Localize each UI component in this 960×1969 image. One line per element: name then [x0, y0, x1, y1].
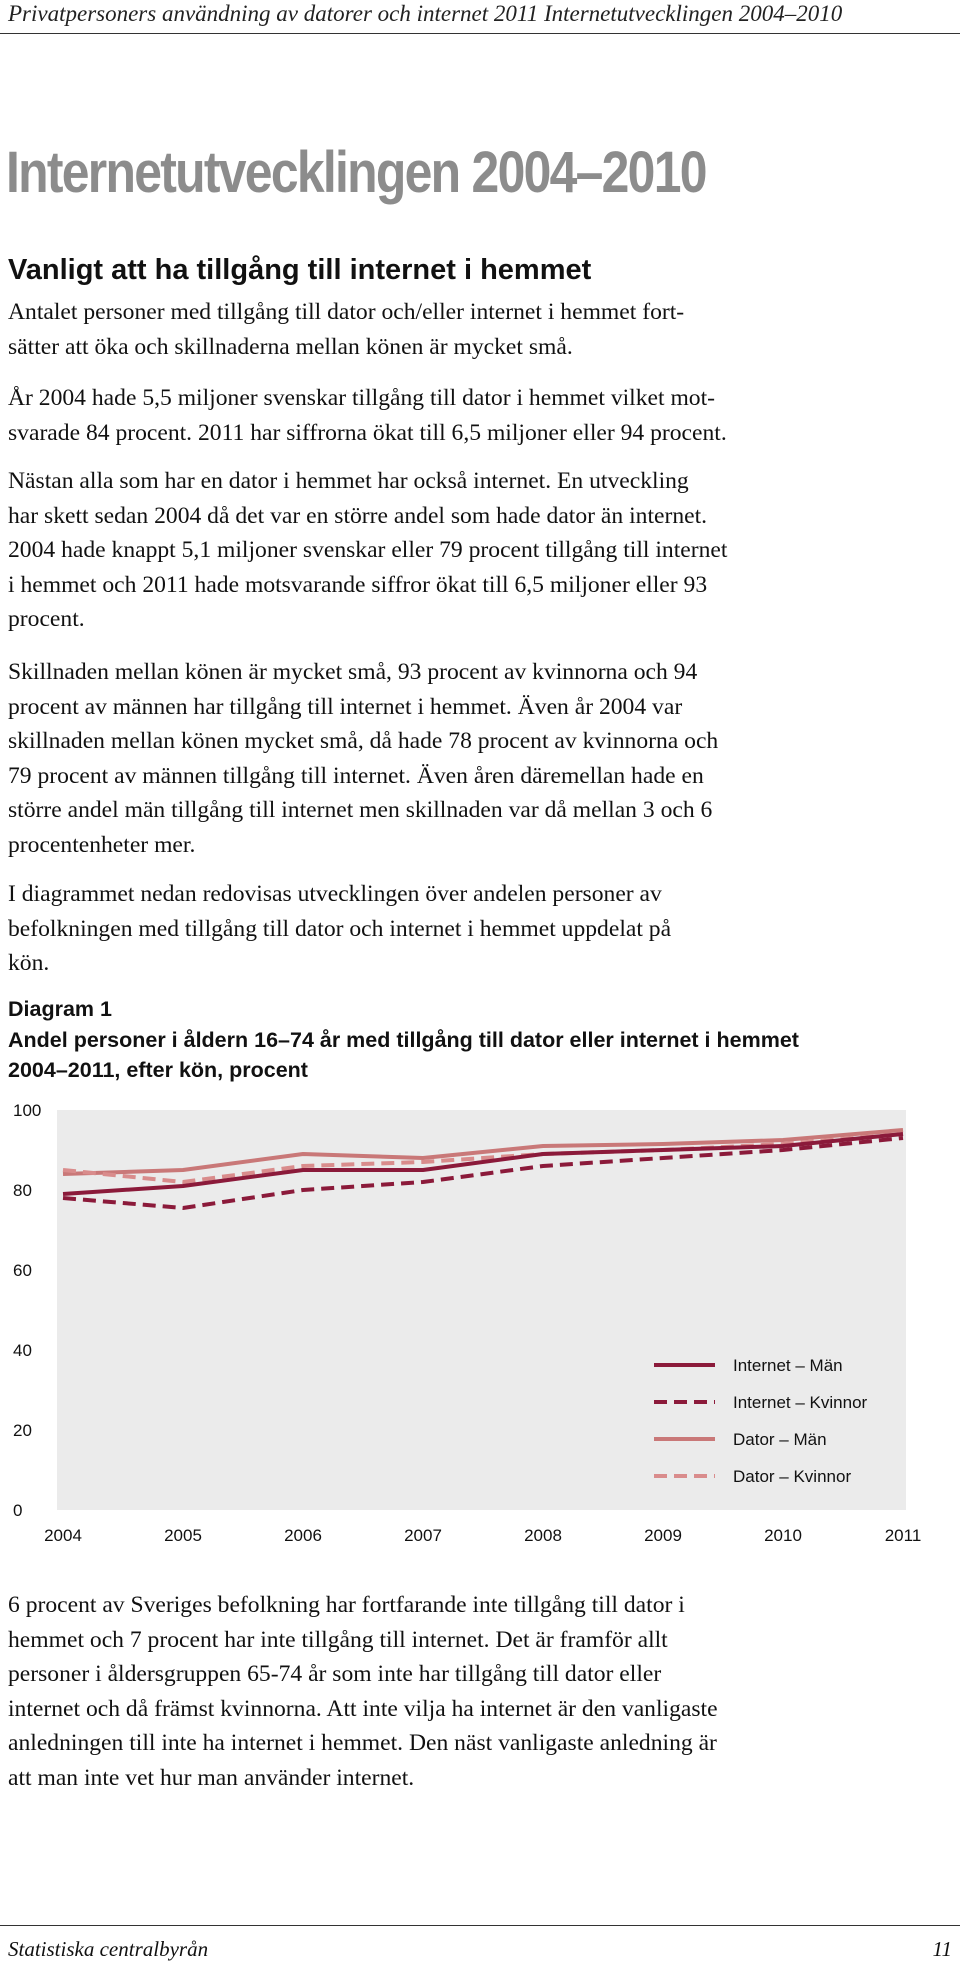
figure-label: Diagram 1	[8, 997, 112, 1021]
legend-label: Dator – Kvinnor	[733, 1467, 852, 1486]
paragraph	[8, 877, 952, 981]
y-tick-label: 80	[13, 1181, 32, 1200]
text-line: personer i åldersgruppen 65-74 år som inte har tillgång till dator eller	[8, 1661, 662, 1687]
text-line: procent.	[8, 606, 85, 632]
running-header: Privatpersoners användning av datorer och internet 2011 Internetutvecklingen 2004–2010	[8, 1, 843, 26]
text-line: I diagrammet nedan redovisas utvecklingen över andelen personer av	[8, 881, 662, 907]
text-line: procent av männen har tillgång till internet i hemmet. Även år 2004 var	[8, 693, 683, 720]
paragraph	[8, 295, 952, 364]
text-line: befolkningen med tillgång till dator och internet i hemmet uppdelat på	[8, 915, 672, 942]
text-line: Skillnaden mellan könen är mycket små, 93 procent av kvinnorna och 94	[8, 659, 698, 685]
text-line: Nästan alla som har en dator i hemmet har också internet. En utveckling	[8, 468, 689, 494]
paragraph	[8, 381, 952, 450]
text-line: Antalet personer med tillgång till dator och/eller internet i hemmet fort-	[8, 299, 685, 325]
text-line: att man inte vet hur man använder internet.	[8, 1764, 415, 1791]
text-line: skillnaden mellan könen mycket små, då hade 78 procent av kvinnorna och	[8, 728, 719, 754]
x-tick-label: 2010	[764, 1526, 802, 1545]
text-line: 2004 hade knappt 5,1 miljoner svenskar eller 79 procent tillgång till internet	[8, 537, 728, 563]
text-line: procentenheter mer.	[8, 831, 196, 858]
text-line: svarade 84 procent. 2011 har siffrorna ökat till 6,5 miljoner eller 94 procent.	[8, 419, 727, 446]
text-line: i hemmet och 2011 hade motsvarande siffror ökat till 6,5 miljoner eller 93	[8, 571, 708, 598]
line-chart	[0, 1096, 960, 1556]
figure-title-line: Andel personer i åldern 16–74 år med tillgång till dator eller internet i hemmet	[8, 1028, 799, 1052]
chapter-title: Internetutvecklingen 2004–2010	[6, 140, 706, 205]
figure-title	[8, 1025, 799, 1085]
legend-label: Internet – Män	[733, 1356, 843, 1375]
y-axis	[13, 1101, 41, 1520]
section-heading: Vanligt att ha tillgång till internet i hemmet	[8, 254, 592, 286]
legend-label: Internet – Kvinnor	[733, 1393, 868, 1412]
x-tick-label: 2006	[284, 1526, 322, 1545]
text-line: större andel män tillgång till internet men skillnaden var då mellan 3 och 6	[8, 797, 713, 823]
x-tick-label: 2008	[524, 1526, 562, 1545]
text-line: internet och då främst kvinnorna. Att inte vilja ha internet är den vanligaste	[8, 1695, 718, 1722]
x-tick-label: 2011	[884, 1526, 922, 1545]
text-line: År 2004 hade 5,5 miljoner svenskar tillgång till dator i hemmet vilket mot-	[8, 385, 716, 411]
footer-publisher: Statistiska centralbyrån	[8, 1937, 209, 1961]
page-number: 11	[932, 1937, 952, 1961]
y-tick-label: 100	[13, 1101, 42, 1120]
text-line: anledningen till inte ha internet i hemmet. Den näst vanligaste anledning är	[8, 1730, 717, 1756]
paragraph	[8, 655, 952, 862]
text-line: kön.	[8, 950, 50, 976]
x-tick-label: 2004	[44, 1526, 82, 1545]
text-line: har skett sedan 2004 då det var en större andel som hade dator än internet.	[8, 502, 708, 529]
footer-divider	[0, 1925, 960, 1926]
x-tick-label: 2007	[404, 1526, 442, 1545]
text-line: 6 procent av Sveriges befolkning har fortfarande inte tillgång till dator i	[8, 1592, 685, 1618]
y-tick-label: 0	[13, 1501, 23, 1520]
y-tick-label: 20	[13, 1421, 32, 1440]
x-tick-label: 2005	[164, 1526, 202, 1545]
paragraph	[8, 464, 952, 637]
paragraph	[8, 1588, 952, 1795]
y-tick-label: 40	[13, 1341, 32, 1360]
header-divider	[0, 33, 960, 34]
y-tick-label: 60	[13, 1261, 32, 1280]
figure-title-line: 2004–2011, efter kön, procent	[8, 1058, 308, 1082]
text-line: 79 procent av männen tillgång till internet. Även åren däremellan hade en	[8, 762, 704, 789]
legend-label: Dator – Män	[733, 1430, 827, 1449]
x-axis	[44, 1526, 921, 1545]
text-line: hemmet och 7 procent har inte tillgång till internet. Det är framför allt	[8, 1626, 668, 1653]
text-line: sätter att öka och skillnaderna mellan könen är mycket små.	[8, 333, 573, 360]
x-tick-label: 2009	[644, 1526, 682, 1545]
